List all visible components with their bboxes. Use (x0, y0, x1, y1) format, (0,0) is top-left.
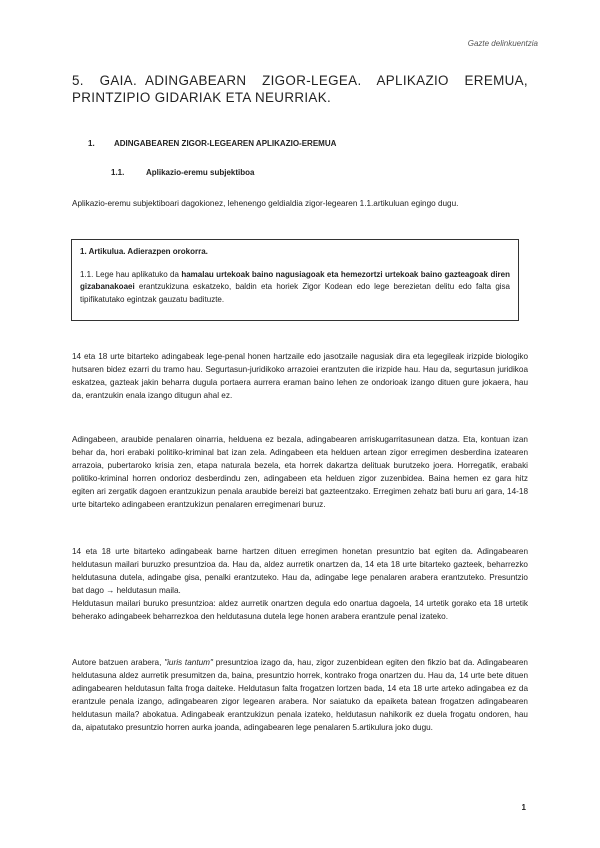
running-header: Gazte delinkuentzia (467, 39, 538, 48)
paragraph-text: Adingabeen, araubide penalaren oinarria, helduena ez bezala, adingabearen arriskugarritasunean datza. Eta, kontuan izan behar da, hori erabaki politiko-kriminal bat izan zela. Adingabeen eta helduen artean zigor erregimen desberdina izatearen arrazoia, pubertaroko krisia zen, etapa naturala bezela, eta horrek dakartza delituak burutzeko joera. Horregatik, erabaki politiko-kriminal horren ondorioz desberdindu zen, adingabeen eta helduen zigor zuzenbidea. Baina hemen ez gara hitz egiten ari zergatik dagoen erantzukizun penala araubide bereizi bat gazteentzako. Erregimen zehatz bati buru ari gara, 14-18 urte bitarteko adingabeen erantzukizun penalaren erregimenari buruz. (72, 435, 528, 509)
paragraph-4 (72, 656, 528, 734)
chapter-title-text: ADINGABEARN ZIGOR-LEGEA. APLIKAZIO EREMUA, PRINTZIPIO GIDARIAK ETA NEURRIAK. (72, 73, 528, 105)
page-number: 1 (521, 803, 526, 812)
section-heading (88, 139, 336, 148)
paragraph-1 (72, 350, 528, 402)
paragraph-text-end: presuntzioa izago da, hau, zigor zuzenbidean egiten den fikzio bat da. Adingabearen heldutasuna aldez aurretik presumitzen da, baina, presuntzio horrek, kontrako froga onartzen du. Hau da, 14 urte bete dituen adingabearen heldutasun falta froga daiteke. Heldutasun falta frogatzen lortzen bada, 14 eta 18 urte arteko adingabea ez da erantzule penala izango, adingabearen zigor legearen arabera. Nor saiatuko da epaiketa batean frogatzen adingabearen heldutasun maila? abokatua. Adingabeak erantzukizun penala izateko, heldutasun nahikorik ez duela frogatu ondoren, hau da, aipatutako presuntzio horren aurka joanda, adingabearen lege penalaren 5.artikulura joko dugu. (72, 658, 528, 732)
intro-text: Aplikazio-eremu subjektiboari dagokionez, lehenengo geldialdia zigor-legearen 1.1.artikuluan egingo dugu. (72, 199, 459, 208)
article-text-bold: hamalau urtekoak baino nagusiagoak eta hemezortzi urtekoak baino gazteagoak diren gizabanakoaei (80, 269, 510, 291)
subsection-heading (111, 168, 254, 177)
section-title: ADINGABEAREN ZIGOR-LEGEAREN APLIKAZIO-EREMUA (114, 139, 337, 148)
latin-term: "iuris tantum" (164, 658, 213, 667)
article-title: 1. Artikulua. Adierazpen orokorra. (80, 247, 208, 256)
paragraph-3 (72, 545, 528, 623)
paragraph-text (72, 656, 528, 734)
article-text (80, 269, 510, 307)
subsection-number: 1.1. (111, 168, 125, 177)
subsection-title: Aplikazio-eremu subjektiboa (146, 168, 255, 177)
paragraph-text: Heldutasun mailari buruko presuntzioa: aldez aurretik onartzen degula edo onartua dagoela, 14 urtetik gorako eta 18 urtetik beherako adingabeek beharrezkoa den heldutasuna dutela lege honen arabera erantzule penal izateko. (72, 599, 528, 621)
article-box (71, 239, 519, 321)
paragraph-text-start: Autore batzuen arabera, (72, 658, 165, 667)
intro-paragraph (72, 197, 528, 210)
paragraph-2 (72, 433, 528, 511)
chapter-title (72, 72, 528, 106)
article-text-start: 1.1. Lege hau aplikatuko da (80, 269, 182, 279)
paragraph-text: 14 eta 18 urte bitarteko adingabeak barne hartzen dituen erregimen honetan presuntzio bat egiten da. Adingabearen heldutasun mailari buruzko presuntzioa da. Hau da, aldez aurretik onartzen da, 14 eta 18 urte bitarteko gazteek, beharrezko heldutasuna dutela, adingabe gisa, penalki erantzuteko. Hau da, adingabe lege penalaren arabera erantzuteko. Presuntzio bat dago → heldutasun maila. (72, 547, 528, 595)
paragraph-text: 14 eta 18 urte bitarteko adingabeak lege-penal honen hartzaile edo jasotzaile nagusiak dira eta legegileak irizpide biologiko hutsaren bidez ezarri du tramo hau. Segurtasun-juridikoko arrazoiei erantzuten die irizpide hau. Hau da, segurtasun juridikoa eskatzea, gazteak jakin beharra dugula portaera aurrera eraman baino lehen ze ondorioak izango dituen gure jokaera, hau da, erantzukin enala izango ditugun ahal ez. (72, 352, 528, 400)
article-text-end: erantzukizuna eskatzeko, baldin eta horiek Zigor Kodean edo lege berezietan delitu edo falta gisa tipifikatutako egintzak gauzatu badituzte. (80, 282, 510, 304)
chapter-number: 5. GAIA. (72, 73, 138, 88)
section-number: 1. (88, 139, 95, 148)
